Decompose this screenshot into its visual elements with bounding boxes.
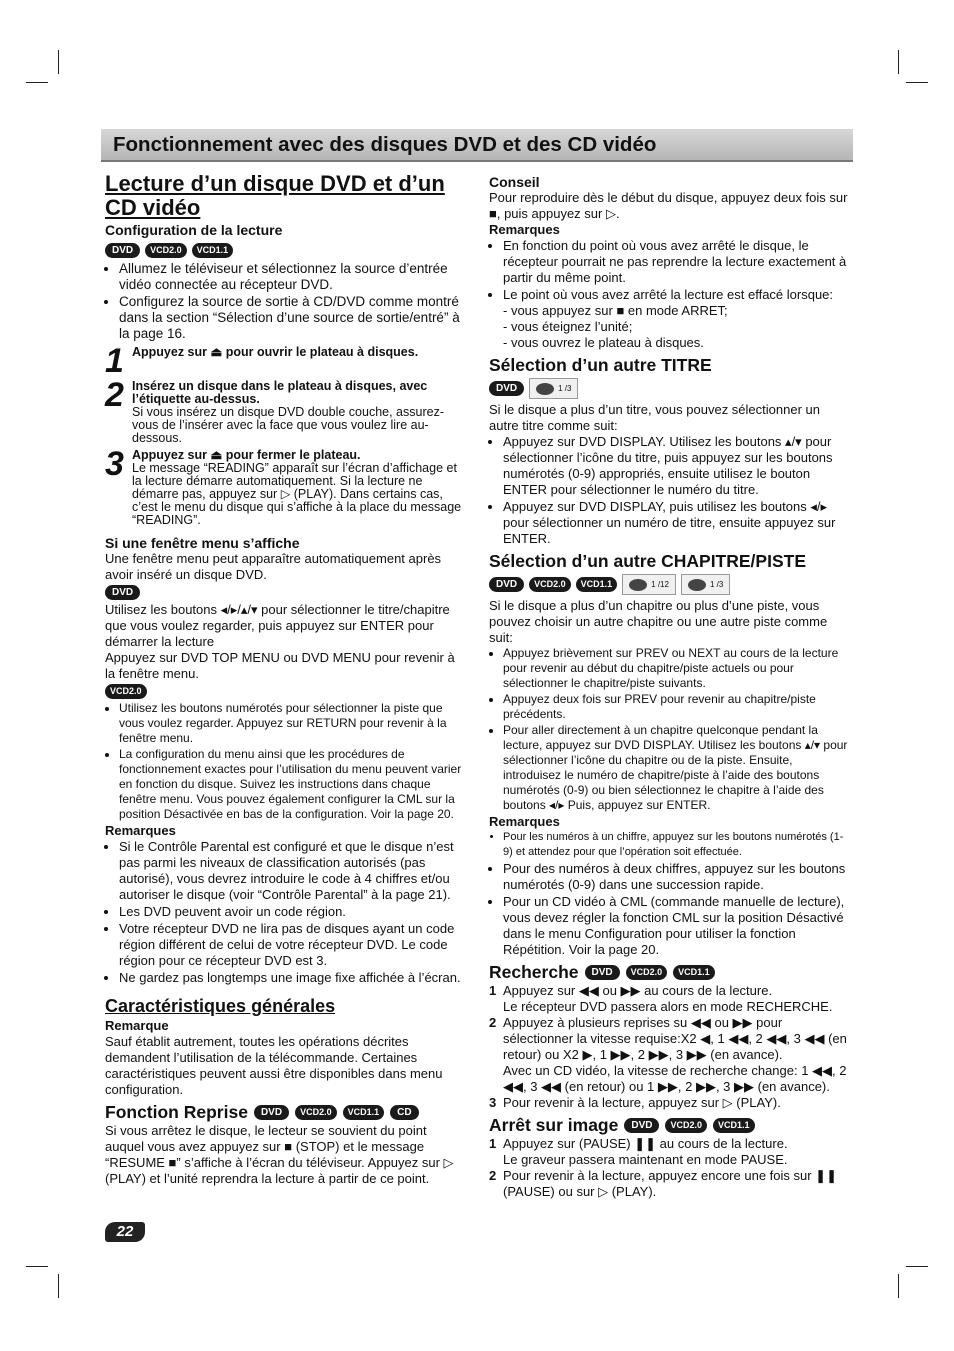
list-item: • Pour les numéros à un chiffre, appuyez sur les boutons numérotés (1-9) et attendez pour que l’opération soit effectuée. [503, 830, 853, 860]
reprise-title: Fonction Reprise [105, 1102, 248, 1122]
arret-heading [489, 1117, 853, 1133]
dvd-badge: DVD [585, 965, 620, 980]
conseil-label: Conseil [489, 174, 540, 190]
conseil-text: Pour reproduire dès le début du disque, appuyez deux fois sur ■, puis appuyez sur ▷. [489, 190, 848, 221]
list-item: • En fonction du point où vous avez arrêté le disque, le récepteur pourrait ne pas reprendre la lecture exactement à partir du même point. [503, 238, 853, 286]
crop-mark [898, 1274, 899, 1298]
list-item: • Les DVD peuvent avoir un code région. [119, 904, 465, 920]
right-column [489, 174, 853, 1200]
menu-dvd-text: Appuyez sur DVD TOP MENU ou DVD MENU pour revenir à la fenêtre menu. [105, 650, 455, 681]
step-number: 1 [105, 342, 124, 380]
list-item: • Configurez la source de sortie à CD/DVD comme montré dans la section “Sélection d’une source de sortie/entré” à la page 16. [119, 294, 465, 342]
list-item: • Votre récepteur DVD ne lira pas de disques ayant un code région différent de celui de votre récepteur DVD. Le code région pour ce récepteur DVD est 3. [119, 921, 465, 969]
list-item: • Allumez le téléviseur et sélectionnez la source d’entrée vidéo connectée au récepteur DVD. [119, 261, 465, 293]
step-number: 1 [489, 1136, 497, 1151]
arret-title: Arrêt sur image [489, 1115, 619, 1135]
film-icon [629, 579, 647, 591]
titre-title: Sélection d’un autre TITRE [489, 355, 712, 375]
arret-step [489, 1136, 853, 1168]
crop-mark [898, 50, 899, 74]
step-text: Pour revenir à la lecture, appuyez encore une fois sur ❚❚ (PAUSE) ou sur ▷ (PLAY). [503, 1168, 837, 1199]
list-item-text: Le point où vous avez arrêté la lecture est effacé lorsque: [503, 287, 834, 302]
step-number: 1 [489, 983, 497, 998]
vcd20-badge: VCD2.0 [295, 1105, 337, 1120]
list-item: • Ne gardez pas longtemps une image fixe affichée à l’écran. [119, 970, 465, 986]
titre-list [489, 434, 853, 547]
menu-vcd-list [105, 701, 465, 822]
list-item: • Appuyez sur DVD DISPLAY. Utilisez les boutons ▴/▾ pour sélectionner l’icône du titre, puis appuyez sur les boutons numérotés (0-9) appropriés, ensuite utilisez le bouton ENTER pour sélectionner le numéro du titre. [503, 434, 853, 498]
step-3 [105, 445, 465, 527]
config-list [105, 261, 465, 342]
vcd20-badge: VCD2.0 [626, 965, 668, 980]
step-text: Appuyez sur (PAUSE) ❚❚ au cours de la lecture. Le graveur passera maintenant en mode PAUSE. [503, 1136, 788, 1167]
list-item: • Pour des numéros à deux chiffres, appuyez sur les boutons numérotés (0-9) dans une succession rapide. [503, 861, 853, 893]
config-title: Configuration de la lecture [105, 222, 283, 238]
sub-item: - vous appuyez sur ■ en mode ARRET; [503, 303, 728, 318]
list-item: • Appuyez deux fois sur PREV pour revenir au chapitre/piste précédents. [503, 692, 853, 722]
dvd-badge: DVD [489, 381, 524, 396]
sub-item: - vous éteignez l’unité; [503, 319, 633, 334]
step-2 [105, 376, 465, 445]
step-number: 2 [105, 376, 124, 414]
sub-item: - vous ouvrez le plateau à disques. [503, 335, 704, 350]
remarques-label: Remarques [489, 222, 560, 237]
conseil-remarques [489, 238, 853, 351]
recherche-step [489, 1095, 853, 1111]
step-number: 2 [489, 1015, 497, 1030]
step-title: Insérez un disque dans le plateau à disques, avec l’étiquette au-dessus. [132, 379, 428, 406]
recherche-heading [489, 964, 853, 980]
crop-mark [906, 1266, 928, 1267]
recherche-title: Recherche [489, 962, 579, 982]
disc-icon [688, 579, 706, 591]
menu-intro: Une fenêtre menu peut apparaître automatiquement après avoir inséré un disque DVD. [105, 551, 442, 582]
vcd11-badge: VCD1.1 [713, 1118, 755, 1133]
vcd20-badge: VCD2.0 [105, 684, 147, 699]
chap-title: Sélection d’un autre CHAPITRE/PISTE [489, 551, 806, 571]
remarques-label: Remarques [105, 823, 176, 838]
remarques-label: Remarques [489, 814, 560, 829]
chap-remarques [489, 830, 853, 958]
disc-badges [105, 243, 465, 258]
vcd11-badge: VCD1.1 [343, 1105, 385, 1120]
step-title: Appuyez sur ⏏ pour ouvrir le plateau à disques. [132, 345, 419, 359]
list-item: • Appuyez brièvement sur PREV ou NEXT au cours de la lecture pour revenir au début du chapitre/piste actuels ou pour sélectionner le chapitre/piste suivants. [503, 646, 853, 691]
step-title: Appuyez sur ⏏ pour fermer le plateau. [132, 448, 361, 462]
remarque-label: Remarque [105, 1018, 169, 1033]
chap-badges [489, 574, 853, 595]
step-text: Pour revenir à la lecture, appuyez sur ▷ (PLAY). [503, 1095, 781, 1110]
vcd20-badge: VCD2.0 [665, 1118, 707, 1133]
vcd20-badge: VCD2.0 [145, 243, 187, 258]
list-item: • La configuration du menu ainsi que les procédures de fonctionnement exactes pour l’utilisation du menu peuvent varier en fonction du disque. Suivez les instructions dans chaque fenêtre menu. Vous pouvez également configurer la CML sur la position Désactivée en bas de la configuration. Voir la page 20. [119, 747, 465, 822]
remarque-text: Sauf établit autrement, toutes les opérations décrites demandent l’utilisation de la télécommande. Certaines caractéristiques peuvent aussi être disponibles dans menu configuration. [105, 1034, 443, 1097]
arret-step [489, 1168, 853, 1200]
section-banner [101, 129, 853, 162]
menu-dvd-text: Utilisez les boutons ◂/▸/▴/▾ pour sélectionner le titre/chapitre que vous voulez regarder, puis appuyez sur ENTER pour démarrer la lecture [105, 602, 450, 649]
list-item: • Utilisez les boutons numérotés pour sélectionner la piste que vous voulez regarder. Appuyez sur RETURN pour revenir à la fenêtre menu. [119, 701, 465, 746]
recherche-step [489, 1015, 853, 1095]
page-number: 22 [105, 1222, 145, 1242]
remarques-list [105, 839, 465, 986]
dvd-badge: DVD [254, 1105, 289, 1120]
carac-title: Caractéristiques générales [105, 996, 336, 1016]
list-item: • Appuyez sur DVD DISPLAY, puis utilisez les boutons ◂/▸ pour sélectionner un numéro de titre, ensuite appuyez sur ENTER. [503, 499, 853, 547]
osd-value: 1 /3 [709, 579, 724, 589]
dvd-badge: DVD [105, 243, 140, 258]
reprise-text: Si vous arrêtez le disque, le lecteur se souvient du point auquel vous avez appuyez sur ■ (STOP) et le message “RESUME ■” s’affiche à l’écran du téléviseur. Appuyez sur ▷ (PLAY) et l’unité reprendra la lecture à partir de ce point. [105, 1123, 454, 1186]
osd-value: 1 /12 [651, 579, 669, 589]
vcd11-badge: VCD1.1 [192, 243, 234, 258]
dvd-badge: DVD [105, 585, 140, 600]
step-text: Appuyez à plusieurs reprises su ◀◀ ou ▶▶ pour sélectionner la vitesse requise:X2 ◀, 1 ◀◀, 2 ◀◀, 3 ◀◀ (en retour) ou X2 ▶, 1 ▶▶, 2 ▶▶, 3 ▶▶ (en avance). Avec un CD vidéo, la vitesse de recherche change: 1 ◀◀, 2 ◀◀, 3 ◀◀ (en retour) ou 1 ▶▶, 2 ▶▶, 3 ▶▶ (en avance). [503, 1015, 847, 1094]
crop-mark [906, 82, 928, 83]
crop-mark [26, 1266, 48, 1267]
banner-title: Fonctionnement avec des disques DVD et des CD vidéo [113, 133, 657, 156]
title-osd [529, 378, 578, 399]
osd-value: 1 /3 [558, 383, 572, 393]
titre-intro: Si le disque a plus d’un titre, vous pouvez sélectionner un autre titre comme suit: [489, 402, 820, 433]
track-osd [681, 574, 730, 595]
list-item: • Si le Contrôle Parental est configuré et que le disque n’est pas parmi les niveaux de classification autorisés (pas autorisé), vous devrez introduire le code à 4 chiffres et/ou autoriser le disque (voir “Contrôle Parental” à la page 21). [119, 839, 465, 903]
step-text: Appuyez sur ◀◀ ou ▶▶ au cours de la lecture. Le récepteur DVD passera alors en mode RECHERCHE. [503, 983, 833, 1014]
list-item: • Pour un CD vidéo à CML (commande manuelle de lecture), vous devez régler la fonction CML sur la position Désactivé dans le menu Configuration pour utiliser la fonction Répétition. Voir la page 20. [503, 894, 853, 958]
menu-title: Si une fenêtre menu s’affiche [105, 535, 300, 551]
step-number: 3 [105, 445, 124, 483]
main-heading: Lecture d’un disque DVD et d’un CD vidéo [105, 171, 445, 220]
crop-mark [58, 50, 59, 74]
titre-badges [489, 378, 853, 399]
step-body: Le message “READING” apparaît sur l’écran d’affichage et la lecture démarre automatiquement. Si la lecture ne démarre pas, appuyez sur ▷ (PLAY). Dans certains cas, c’est le menu du disque qui s’affiche à la place du message “READING”. [132, 461, 462, 527]
chap-intro: Si le disque a plus d’un chapitre ou plus d’une piste, vous pouvez choisir un autre chapitre ou une autre piste comme suit: [489, 598, 828, 645]
crop-mark [26, 82, 48, 83]
dvd-badge: DVD [489, 577, 524, 592]
list-item [503, 287, 853, 351]
vcd11-badge: VCD1.1 [673, 965, 715, 980]
step-1 [105, 342, 465, 380]
dvd-badge: DVD [624, 1118, 659, 1133]
left-column [105, 172, 465, 1187]
step-number: 2 [489, 1168, 497, 1183]
vcd20-badge: VCD2.0 [529, 577, 571, 592]
step-body: Si vous insérez un disque DVD double couche, assurez-vous de l’insérer avec la face que vous voulez lire au-dessous. [132, 405, 444, 445]
recherche-step [489, 983, 853, 1015]
reprise-heading [105, 1104, 465, 1120]
crop-mark [58, 1274, 59, 1298]
vcd11-badge: VCD1.1 [576, 577, 618, 592]
chapter-osd [622, 574, 676, 595]
disc-icon [536, 383, 554, 395]
step-number: 3 [489, 1095, 497, 1110]
list-item: • Pour aller directement à un chapitre quelconque pendant la lecture, appuyez sur DVD DISPLAY. Utilisez les boutons ▴/▾ pour sélectionner l’icône du chapitre ou de la piste. Ensuite, introduisez le numéro de chapitre/piste à l’aide des boutons numérotés (0-9) ou bien sélectionnez le chapitre à l’aide des boutons ◂/▸ Puis, appuyez sur ENTER. [503, 723, 853, 813]
chap-list [489, 646, 853, 813]
cd-badge: CD [390, 1105, 418, 1120]
